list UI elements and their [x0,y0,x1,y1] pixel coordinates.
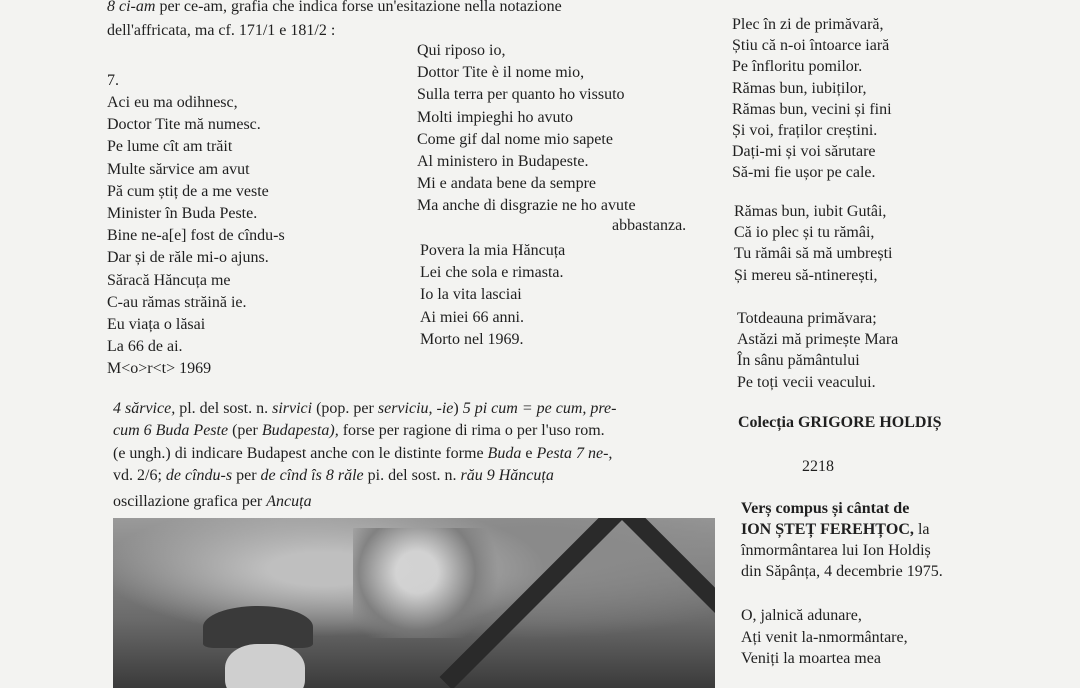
stanza1-line-6: Și voi, fraților creștini. [732,122,878,139]
heading-line-2 [741,519,929,541]
stanza1-line-1: Plec în zi de primăvară, [732,16,884,33]
item-number: 2218 [802,458,834,475]
poem-line-12: La 66 de ai. [107,338,183,356]
translation-line-5: Come gif dal nome mio sapete [417,130,613,148]
poem-line-3: Pe lume cît am trăit [107,138,233,156]
translation-line-b-4: Ai miei 66 anni. [420,308,524,326]
intro-text-line-2: dell'affricata, ma cf. 171/1 e 181/2 : [107,22,336,39]
stanza2-line-3: Tu rămâi să mă umbrești [734,245,893,263]
stanza1-line-5: Rămas bun, vecini și fini [732,100,892,118]
stanza1-line-7: Dați-mi și voi sărutare [732,143,876,161]
translation-line-1: Qui riposo io, [417,42,506,59]
photograph [113,518,715,688]
stanza1-line-3: Pe înfloritu pomilor. [732,58,863,76]
verse-line-1: O, jalnică adunare, [741,607,862,624]
stanza2-line-2: Că io plec și tu rămâi, [734,224,875,242]
translation-line-8: Ma anche di disgrazie ne ho avute [417,197,636,215]
poem-line-13: M<o>r<t> 1969 [107,360,212,378]
heading-line-3: înmormântarea lui Ion Holdiș [741,542,931,559]
stanza1-line-2: Știu că n-oi întoarce iară [732,37,890,55]
man-hat [203,606,313,648]
stanza3-line-3: În sânu pământului [737,352,860,370]
translation-line-b-5: Morto nel 1969. [420,330,524,348]
heading-line-4: din Săpânța, 4 decembrie 1975. [741,563,943,580]
stanza1-line-8: Să-mi fie ușor pe cale. [732,164,876,182]
stanza1-line-4: Rămas bun, iubiților, [732,79,867,97]
poem-line-8: Dar și de răle mi-o ajuns. [107,249,269,267]
collection-label: Colecția GRIGORE HOLDIȘ [738,414,942,431]
note-line-5: oscillazione grafica per Ancuța [113,493,312,510]
tree-foliage [353,528,513,638]
stanza2-line-1: Rămas bun, iubit Gutâi, [734,203,887,220]
verse-line-3: Veniți la moartea mea [741,650,881,667]
translation-line-b-1: Povera la mia Hăncuța [420,242,566,259]
heading-line-1: Verș compus și cântat de [741,500,910,517]
stanza3-line-1: Totdeauna primăvara; [737,310,877,327]
poem-line-9: Săracă Hăncuța me [107,271,231,289]
verse-line-2: Ați venit la-nmormântare, [741,628,908,646]
stanza3-line-2: Astăzi mă primește Mara [737,331,899,349]
poem-line-2: Doctor Tite mă numesc. [107,116,261,134]
translation-line-6: Al ministero in Budapeste. [417,153,589,170]
man-face [225,644,305,688]
poem-line-7: Bine ne-a[e] fost de cîndu-s [107,227,285,245]
poem-line-4: Multe sărvice am avut [107,160,250,178]
poem-number: 7. [107,72,119,89]
poem-line-1: Aci eu ma odihnesc, [107,94,238,111]
translation-line-b-2: Lei che sola e rimasta. [420,264,564,282]
note-line-3: (e ungh.) di indicare Budapest anche con le distinte forme Buda e Pesta 7 ne-, [113,445,613,462]
note-line-4: vd. 2/6; de cîndu-s per de cînd îs 8 răle pi. del sost. n. rău 9 Hăncuța [113,467,554,484]
intro-text-line-1: 8 ci-am per ce-am, grafia che indica forse un'esitazione nella notazione [107,0,562,15]
heading-line-2-tail: la [913,521,930,538]
translation-line-b-3: Io la vita lasciai [420,286,522,304]
poem-line-6: Minister în Buda Peste. [107,205,258,222]
poem-line-11: Eu viața o lăsai [107,316,206,333]
stanza3-line-4: Pe toți vecii veacului. [737,373,876,391]
note-line-1: 4 sărvice, pl. del sost. n. sirvici (pop. per serviciu, -ie) 5 pi cum = pe cum, pre- [113,400,617,417]
author-name: ION ȘTEȚ FEREHȚOC, [741,521,914,538]
translation-line-2: Dottor Tite è il nome mio, [417,64,585,82]
stanza2-line-4: Și mereu să-ntinerești, [734,266,878,284]
translation-line-7: Mi e andata bene da sempre [417,175,597,193]
translation-wrap: abbastanza. [612,217,687,234]
translation-line-4: Molti impieghi ho avuto [417,108,573,126]
poem-line-5: Pă cum știț de a me veste [107,182,269,200]
note-line-2: cum 6 Buda Peste (per Budapesta), forse per ragione di rima o per l'uso rom. [113,422,605,439]
poem-line-10: C-au rămas străină ie. [107,293,247,311]
translation-line-3: Sulla terra per quanto ho vissuto [417,86,625,104]
